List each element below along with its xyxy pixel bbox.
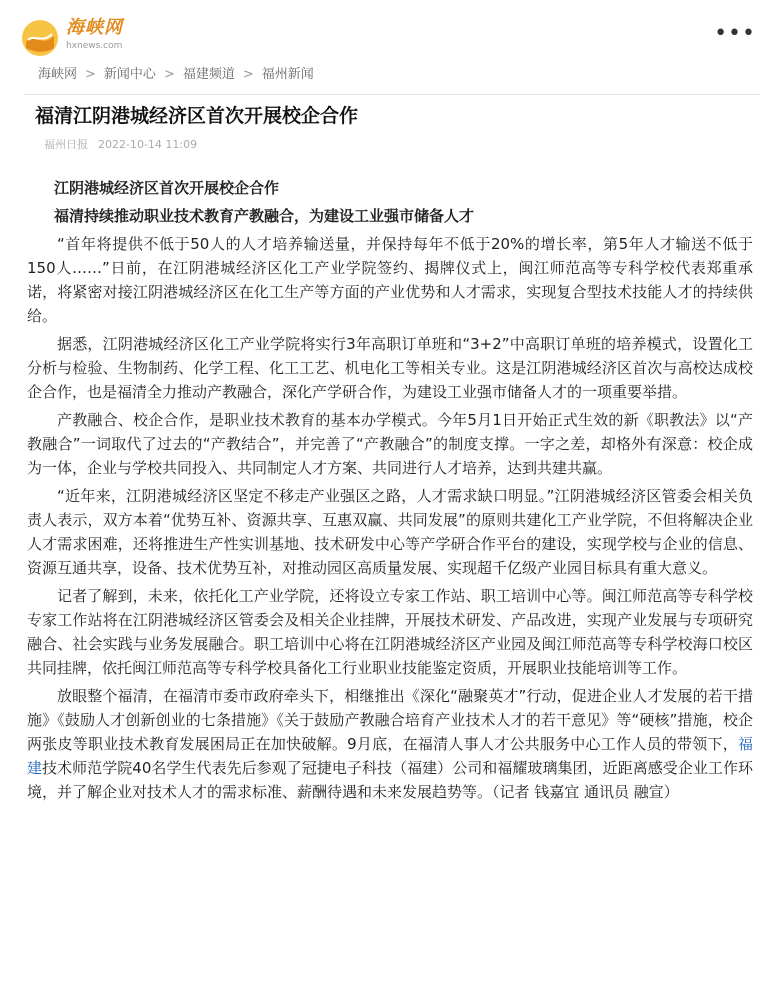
article-paragraph: 据悉，江阴港城经济区化工产业学院将实行3年高职订单班和“3+2”中高职订单班的培养模式，设置化工分析与检验、生物制药、化学工程、化工工艺、机电化工等相关专业。这是江阴港城经济区首次与高校达成校企合作，也是福清全力推动产教融合，深化产学研合作，为建设工业强市储备人才的一项重要举措。: [27, 335, 753, 401]
top-bar: [0, 0, 780, 66]
breadcrumb-news-center[interactable]: 新闻中心: [103, 67, 156, 82]
article-paragraph: 记者了解到，未来，依托化工产业学院，还将设立专家工作站、职工培训中心等。闽江师范高等专科学校专家工作站将在江阴港城经济区管委会及相关企业挂牌，开展技术研发、产品改进，实现产业发展与专项研究融合、社会实践与业务发展融合。职工培训中心将在江阴港城经济区产业园及闽江师范高等专科学校海口校区共同挂牌，依托闽江师范高等专科学校具备化工行业职业技能鉴定资质，开展职业技能培训等工作。: [27, 587, 753, 677]
site-logo[interactable]: [20, 16, 130, 60]
article-date: 2022-10-14 11:09: [98, 138, 198, 151]
header-divider: [24, 94, 760, 95]
breadcrumb: [38, 66, 314, 84]
breadcrumb-separator: >: [163, 67, 175, 82]
paragraph-text: 放眼整个福清，在福清市委市政府牵头下，相继推出《深化“融聚英才”行动，促进企业人才发展的若干措施》《鼓励人才创新创业的七条措施》《关于鼓励产教融合培育产业技术人才的若干意见》等“硬核”措施，校企两张皮等职业技术教育发展困局正在加快破解。9月底，在福清人事人才公共服务中心工作人员的带领下，: [27, 687, 753, 753]
logo-name: 海峡网: [66, 17, 123, 38]
article-subtitle: 福清持续推动职业技术教育产教融合，为建设工业强市储备人才: [54, 207, 475, 225]
fujian-link[interactable]: 福建: [27, 735, 753, 777]
logo-text: [66, 18, 123, 52]
logo-icon: [20, 18, 60, 58]
more-dots-icon[interactable]: •••: [714, 21, 756, 46]
paragraph-text: 技术师范学院40名学生代表先后参观了冠捷电子科技（福建）公司和福耀玻璃集团，近距离感受企业工作环境，并了解企业对技术人才的需求标准、薪酬待遇和未来发展趋势等。（记者 钱嘉宜 通讯员 融宣）: [27, 759, 753, 801]
logo-domain: hxnews.com: [66, 41, 123, 51]
article-paragraph: 产教融合、校企合作，是职业技术教育的基本办学模式。今年5月1日开始正式生效的新《职教法》以“产教融合”一词取代了过去的“产教结合”，并完善了“产教融合”的制度支撑。一字之差，却格外有深意：校企成为一体，企业与学校共同投入、共同制定人才方案、共同进行人才培养，达到共建共赢。: [27, 411, 753, 477]
article-source: 福州日报: [44, 138, 88, 151]
article-subtitle: 江阴港城经济区首次开展校企合作: [54, 179, 280, 197]
breadcrumb-fujian-channel[interactable]: 福建频道: [182, 67, 235, 82]
article-title: 福清江阴港城经济区首次开展校企合作: [35, 105, 359, 127]
article-body: [27, 176, 753, 808]
breadcrumb-home[interactable]: 海峡网: [38, 67, 78, 82]
article-paragraph: “首年将提供不低于50人的人才培养输送量，并保持每年不低于20%的增长率，第5年人才输送不低于150人……”日前，在江阴港城经济区化工产业学院签约、揭牌仪式上，闽江师范高等专科学校代表郑重承诺，将紧密对接江阴港城经济区在化工生产等方面的产业优势和人才需求，实现复合型技术技能人才的持续供给。: [27, 235, 753, 325]
article-paragraph: [27, 684, 753, 804]
breadcrumb-fuzhou-news[interactable]: 福州新闻: [261, 67, 314, 82]
article-paragraph: “近年来，江阴港城经济区坚定不移走产业强区之路，人才需求缺口明显。”江阴港城经济区管委会相关负责人表示，双方本着“优势互补、资源共享、互惠双赢、共同发展”的原则共建化工产业学院，不但将解决企业人才需求困难，还将推进生产性实训基地、技术研发中心等产学研合作平台的建设，实现学校与企业的信息、资源互通共享，设备、技术优势互补，对推动园区高质量发展、实现超千亿级产业园目标具有重大意义。: [27, 487, 753, 577]
breadcrumb-separator: >: [85, 67, 96, 82]
breadcrumb-separator: >: [242, 67, 254, 82]
article-meta: [44, 137, 197, 153]
